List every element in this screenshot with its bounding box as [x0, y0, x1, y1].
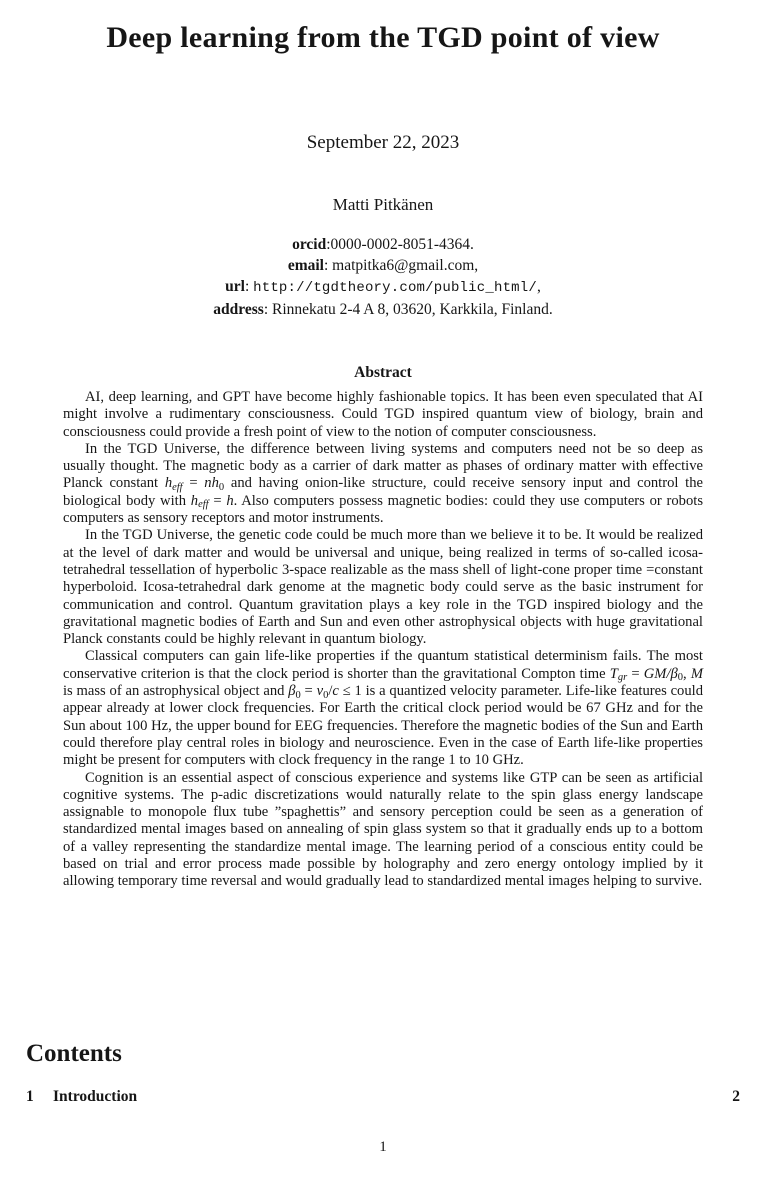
abstract-body — [63, 389, 703, 891]
author-name: Matti Pitkänen — [332, 195, 434, 214]
toc-section-number: 1 — [26, 1088, 34, 1105]
orcid-label: orcid — [292, 236, 327, 253]
url-link[interactable]: http://tgdtheory.com/public_html/ — [253, 280, 537, 296]
url-line — [0, 276, 766, 299]
address-line — [0, 299, 766, 320]
email-line — [0, 255, 766, 276]
contents-heading: Contents — [26, 1040, 122, 1067]
url-label: url — [225, 278, 245, 295]
address-value: : Rinnekatu 2-4 A 8, 03620, Karkkila, Finland. — [263, 301, 553, 318]
url-suffix: , — [536, 278, 541, 295]
contact-block — [0, 234, 766, 320]
abstract-paragraph: In the TGD Universe, the difference between living systems and computers need not be so deep as usually thought. The magnetic body as a carrier of dark matter as phases of ordinary matter with effective Planck constant $h_{eff} = nh_0$ and having onion-like structure, could receive sensory input and control the biological body with $h_{eff} = h$. Also computers possess magnetic bodies: could they use computers or robots computers as sensory receptors and motor instruments. — [63, 440, 703, 527]
abstract-paragraph: AI, deep learning, and GPT have become highly fashionable topics. It has been even speculated that AI might involve a rudimentary consciousness. Could TGD inspired quantum view of biology, brain and consciousness could provide a fresh point of view to the notion of computer consciousness. — [63, 389, 703, 440]
url-separator: : — [244, 278, 254, 295]
abstract-heading: Abstract — [354, 364, 412, 381]
toc-entry[interactable] — [26, 1088, 740, 1106]
page-number-footer: 1 — [379, 1139, 387, 1155]
toc-section-label: Introduction — [53, 1088, 138, 1105]
orcid-line — [0, 234, 766, 255]
abstract-paragraph: Classical computers can gain life-like properties if the quantum statistical determinism fails. The most conservative criterion is that the clock period is shorter than the gravitational Compton time $T_{gr} = GM/\beta_0$, M is mass of an astrophysical object and $\beta_0 = v_0/c \le 1$ is a quantized velocity parameter. Life-like features could appear already at lower clock frequencies. For Earth the critical clock period would be 67 GHz and for the Sun about 100 Hz, the upper bound for EEG frequencies. Therefore the magnetic bodies of the Sun and Earth could therefore play central roles in biology and neuroscience. Even in the case of Earth life-like properties might be present for computers with clock frequency in the range 1 to 10 GHz. — [63, 648, 704, 769]
address-label: address — [213, 301, 264, 318]
abstract-paragraph: Cognition is an essential aspect of conscious experience and systems like GTP can be seen as artificial cognitive systems. The p-adic discretizations would naturally relate to the spin glass energy landscape assignable to monopole flux tube ”spaghettis” and sensory perception could be seen as a generation of standardized mental images based on annealing of spin glass system so that it gradually ends up to a bottom of a valley representing the standardize mental image. The learning period of a conscious entity could be based on trial and error process made possible by holography and zero energy ontology implied by it allowing temporary time reversal and would gradually lead to standardized mental images helping to survive. — [63, 769, 703, 890]
email-value: : matpitka6@gmail.com, — [323, 257, 479, 274]
publication-date: September 22, 2023 — [306, 132, 460, 153]
orcid-value: :0000-0002-8051-4364. — [326, 236, 474, 253]
abstract-paragraph: In the TGD Universe, the genetic code could be much more than we believe it to be. It would be realized at the level of dark matter and would be universal and unique, being realized in terms of so-called icosa-tetrahedral tessellation of hyperbolic 3-space realizable as the mass shell of light-cone proper time =constant hyperboloid. Icosa-tetrahedral dark genome at the magnetic body could serve as the basic instrument for communication and control. Quantum gravitation plays a key role in the TGD inspired biology and the gravitational magnetic bodies of Earth and Sun and even other astrophysical objects with huge gravitational Planck constants could be highly relevant in quantum biology. — [63, 527, 703, 648]
toc-page-number: 2 — [732, 1088, 740, 1105]
email-label: email — [287, 257, 324, 274]
page-title: Deep learning from the TGD point of view — [106, 21, 660, 54]
